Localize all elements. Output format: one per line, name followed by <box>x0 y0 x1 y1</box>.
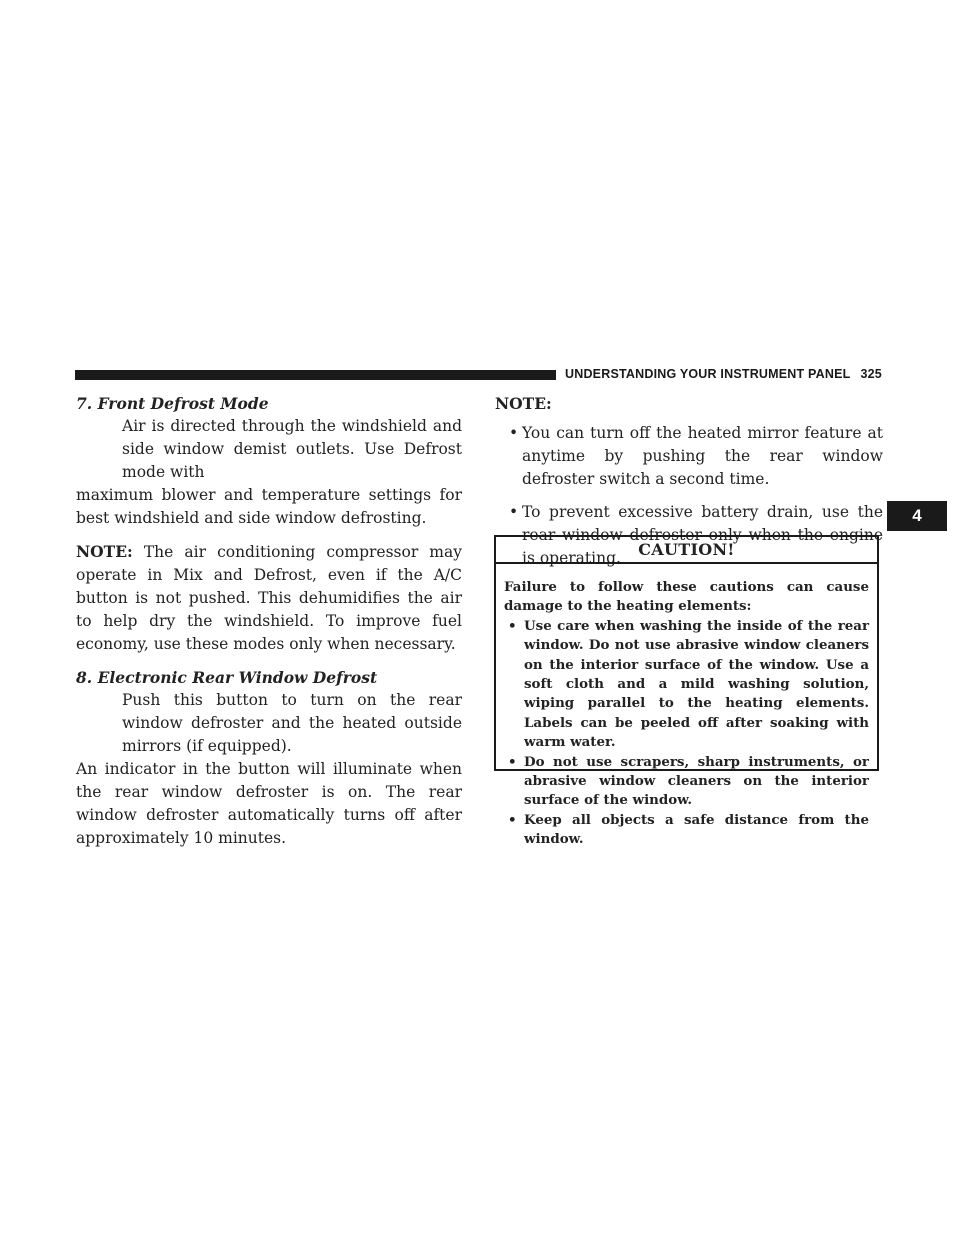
list-item-text: To prevent excessive battery drain, use the rear window defroster only when the engine is operating. <box>522 503 883 567</box>
note-1-text: The air conditioning compressor may operate in Mix and Defrost, even if the A/C button is not pushed. This dehumidifies the air to help dry the windshield. To improve fuel economy, use these modes only when necessary. <box>76 543 462 653</box>
list-item-text: Use care when washing the inside of the rear window. Do not use abrasive window cleaners on the interior surface of the window. Use a soft cloth and a mild washing solution, wiping parallel to the heating elements. Labels can be peeled off after soaking with warm water. <box>524 617 869 751</box>
list-item <box>495 422 883 491</box>
caution-box <box>494 535 879 848</box>
note-1-label: NOTE: <box>76 542 133 561</box>
chapter-tab: 4 <box>887 501 947 531</box>
list-item-text: Keep all objects a safe distance from the window. <box>524 811 869 848</box>
list-item <box>504 617 869 753</box>
caution-body <box>496 564 877 850</box>
header-rule <box>75 370 556 380</box>
left-column <box>76 392 462 850</box>
header-title: UNDERSTANDING YOUR INSTRUMENT PANEL <box>565 367 851 381</box>
page-number: 325 <box>860 367 882 381</box>
note-2-label-text: NOTE: <box>495 394 552 413</box>
bullet-icon: • <box>508 617 517 634</box>
bullet-icon: • <box>508 753 517 770</box>
caution-intro: Failure to follow these cautions can cause damage to the heating elements: <box>504 579 869 615</box>
section-8-body <box>76 689 462 850</box>
note-2-label <box>495 392 883 416</box>
running-header <box>565 367 882 381</box>
section-8-body-rest: An indicator in the button will illuminate when the rear window defroster is on. The rear window defroster automatically turns off after approximately 10 minutes. <box>76 760 462 847</box>
section-7-body-lead: Air is directed through the windshield and side window demist outlets. Use Defrost mode with <box>122 417 462 481</box>
section-8-heading: 8. Electronic Rear Window Defrost <box>76 668 378 687</box>
caution-title: CAUTION! <box>496 537 877 564</box>
list-item-text: Do not use scrapers, sharp instruments, or abrasive window cleaners on the interior surface of the window. <box>524 753 869 809</box>
bullet-icon: • <box>508 811 517 828</box>
note-1 <box>76 540 462 656</box>
list-item <box>504 753 869 811</box>
caution-list <box>504 617 869 850</box>
section-7-body-rest: maximum blower and temperature settings for best windshield and side window defrosting. <box>76 486 462 527</box>
list-item <box>504 811 869 850</box>
section-7-body <box>76 415 462 530</box>
list-item-text: You can turn off the heated mirror feature at anytime by pushing the rear window defroster switch a second time. <box>522 424 883 488</box>
section-8-body-lead: Push this button to turn on the rear window defroster and the heated outside mirrors (if equipped). <box>122 691 462 755</box>
section-7-heading: 7. Front Defrost Mode <box>76 394 269 413</box>
bullet-icon: • <box>509 503 519 521</box>
bullet-icon: • <box>509 424 519 442</box>
